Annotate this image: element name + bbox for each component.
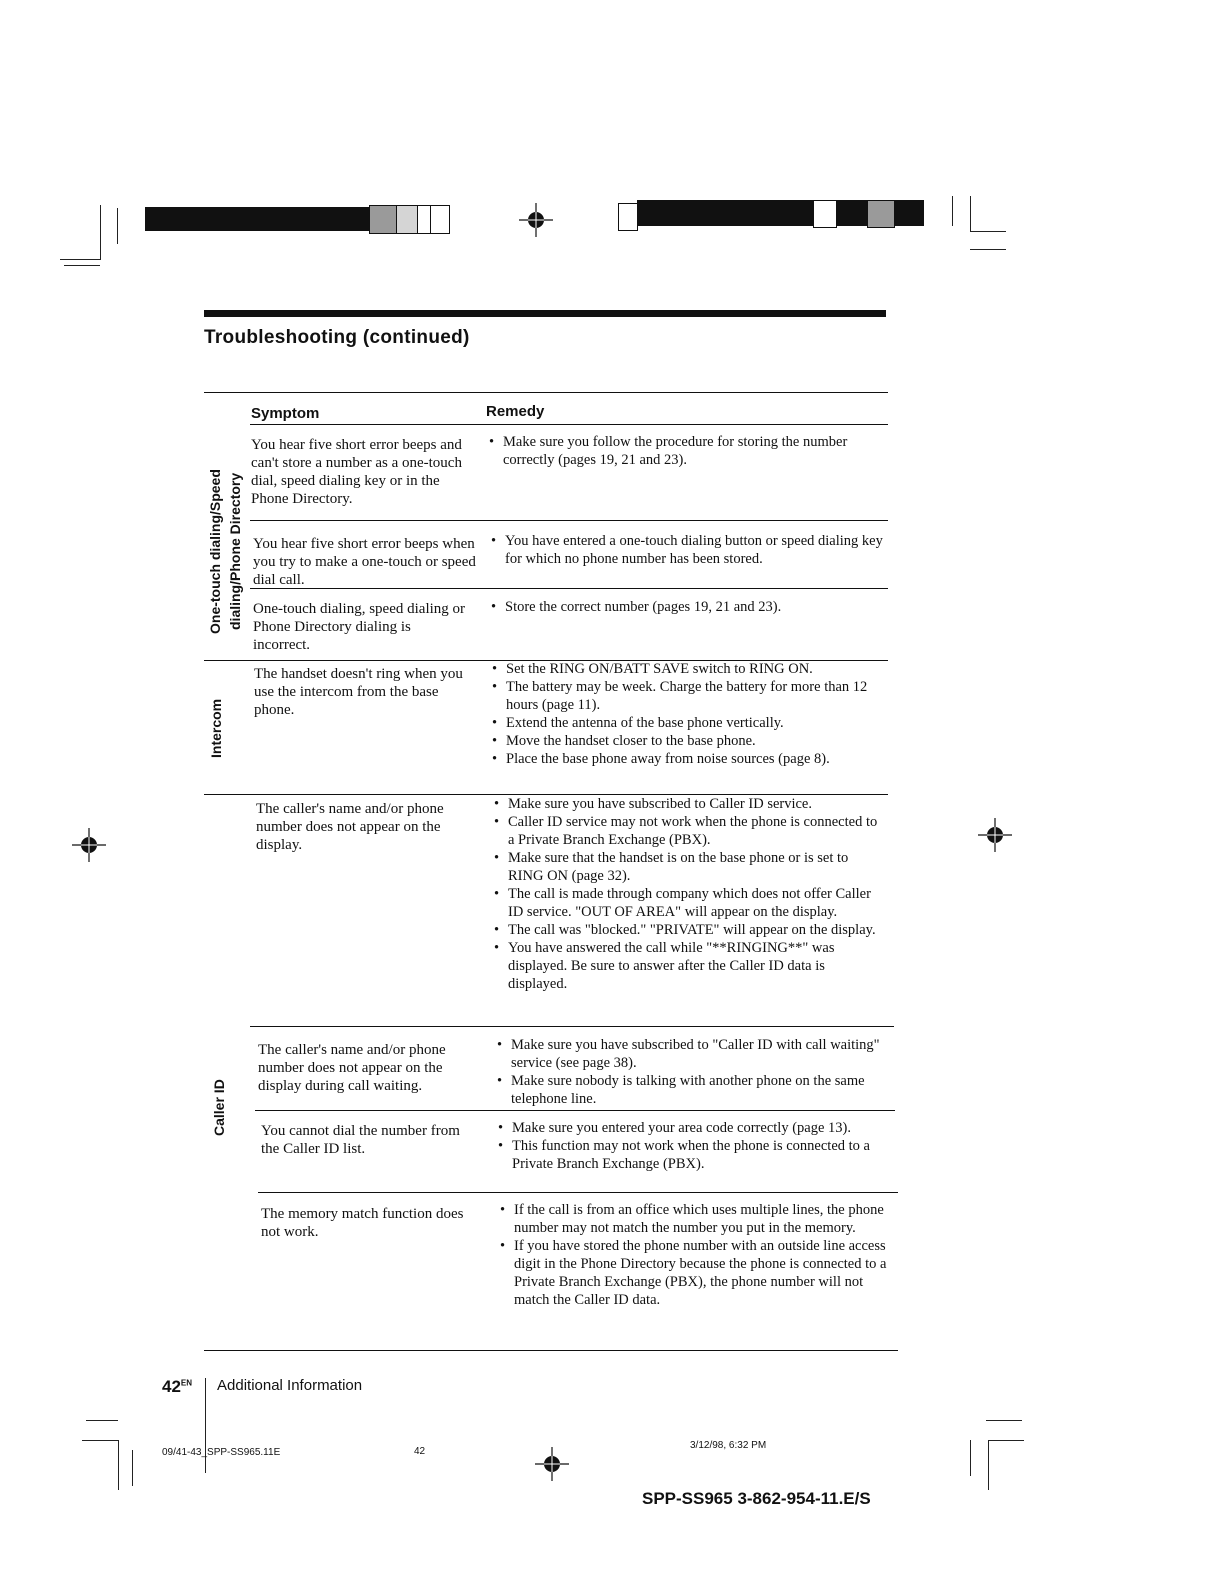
remedy-list <box>491 598 876 616</box>
page-title: Troubleshooting (continued) <box>204 327 470 348</box>
symptom-cell: The caller's name and/or phone number does not appear on the display. <box>256 801 444 853</box>
footer-divider <box>205 1378 206 1473</box>
remedy-item: • The call was "blocked." "PRIVATE" will appear on the display. <box>494 921 884 939</box>
section-label: Additional Information <box>217 1377 363 1394</box>
symptom-cell: One-touch dialing, speed dialing or Phone Directory dialing is incorrect. <box>253 601 466 653</box>
remedy-item: • Set the RING ON/BATT SAVE switch to RING ON. <box>492 660 882 678</box>
symptom-cell: The handset doesn't ring when you use the intercom from the base phone. <box>254 666 463 718</box>
model-code: SPP-SS965 3-862-954-11.E/S <box>642 1489 871 1508</box>
remedy-item: • Extend the antenna of the base phone vertically. <box>492 714 882 732</box>
remedy-item: • Store the correct number (pages 19, 21 and 23). <box>491 598 876 616</box>
remedy-item: • Place the base phone away from noise sources (page 8). <box>492 750 882 768</box>
remedy-item: • Make sure you have subscribed to Caller ID service. <box>494 795 884 813</box>
remedy-list <box>491 532 886 568</box>
remedy-item: • Make sure that the handset is on the base phone or is set to RING ON (page 32). <box>494 849 884 885</box>
remedy-list <box>489 433 874 469</box>
symptom-cell: You hear five short error beeps and can't store a number as a one-touch dial, speed dialing key or in the Phone Directory. <box>251 437 462 507</box>
category-label-onetouch: One-touch dialing/Speed <box>207 469 223 634</box>
remedy-item: • Make sure you have subscribed to "Caller ID with call waiting" service (see page 38). <box>497 1036 892 1072</box>
registration-mark-icon <box>978 818 1012 852</box>
remedy-item: • You have answered the call while "**RINGING**" was displayed. Be sure to answer after the Caller ID data is displayed. <box>494 939 884 993</box>
remedy-item: • Make sure nobody is talking with another phone on the same telephone line. <box>497 1072 892 1108</box>
symptom-column-header: Symptom <box>251 405 320 422</box>
registration-mark-icon <box>519 203 553 237</box>
page-number-suffix: EN <box>180 1378 193 1388</box>
remedy-list <box>492 660 882 768</box>
symptom-cell: You hear five short error beeps when you try to make a one-touch or speed dial call. <box>253 536 476 588</box>
symptom-cell: The memory match function does not work. <box>261 1206 464 1240</box>
category-label-onetouch-line2: dialing/Phone Directory <box>227 472 243 630</box>
remedy-item: • The call is made through company which does not offer Caller ID service. "OUT OF AREA" will appear on the display. <box>494 885 884 921</box>
remedy-item: • Caller ID service may not work when the phone is connected to a Private Branch Exchange (PBX). <box>494 813 884 849</box>
remedy-item: • The battery may be week. Charge the battery for more than 12 hours (page 11). <box>492 678 882 714</box>
slug-file: 09/41-43_SPP-SS965.11E <box>162 1447 281 1458</box>
title-rule <box>204 310 886 317</box>
remedy-item: • Make sure you follow the procedure for storing the number correctly (pages 19, 21 and 23). <box>489 433 874 469</box>
remedy-item: • This function may not work when the phone is connected to a Private Branch Exchange (PBX). <box>498 1137 888 1173</box>
remedy-column-header: Remedy <box>486 403 545 420</box>
slug-date: 3/12/98, 6:32 PM <box>690 1440 767 1451</box>
symptom-cell: You cannot dial the number from the Caller ID list. <box>261 1123 460 1157</box>
registration-mark-icon <box>535 1447 569 1481</box>
remedy-item: • If the call is from an office which uses multiple lines, the phone number may not match the number you put in the memory. <box>500 1201 898 1237</box>
symptom-cell: The caller's name and/or phone number does not appear on the display during call waiting. <box>258 1042 446 1094</box>
remedy-list <box>494 795 884 993</box>
page-number-value: 42 <box>162 1377 181 1396</box>
category-label-callerid: Caller ID <box>211 1079 227 1136</box>
remedy-item: • You have entered a one-touch dialing button or speed dialing key for which no phone number has been stored. <box>491 532 886 568</box>
category-label-intercom: Intercom <box>208 698 224 758</box>
remedy-list <box>500 1201 898 1309</box>
page-number <box>162 1377 192 1397</box>
remedy-list <box>498 1119 888 1173</box>
slug-page: 42 <box>414 1446 426 1457</box>
remedy-item: • Move the handset closer to the base phone. <box>492 732 882 750</box>
remedy-item: • If you have stored the phone number with an outside line access digit in the Phone Directory because the phone is connected to a Private Branch Exchange (PBX), the phone number will not match the Caller ID data. <box>500 1237 898 1309</box>
remedy-item: • Make sure you entered your area code correctly (page 13). <box>498 1119 888 1137</box>
remedy-list <box>497 1036 892 1108</box>
registration-mark-icon <box>72 828 106 862</box>
